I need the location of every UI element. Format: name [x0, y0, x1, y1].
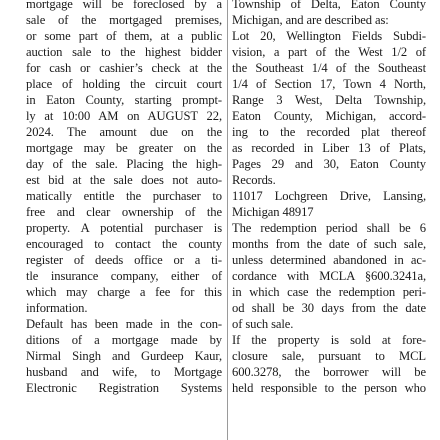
text-line: Pages 29 and 30, Eaton County: [232, 157, 426, 171]
left-column: [26, 0, 222, 396]
text-line: husband and wife, to Mortgage: [26, 365, 222, 379]
text-line: vision, a part of the West 1/2 of: [232, 45, 426, 59]
text-line: Electronic Registration Systems: [26, 381, 222, 395]
text-line: If the property is sold at fore-: [232, 333, 426, 347]
text-line: free and clear ownership of the: [26, 205, 222, 219]
text-line: 2024. The amount due on the: [26, 125, 222, 139]
text-line: which may charge a fee for this: [26, 285, 222, 299]
text-line: Lot 20, Wellington Fields Subdi-: [232, 29, 426, 43]
text-line: tle insurance company, either of: [26, 269, 222, 283]
text-line: ing to the recorded plat thereof: [232, 125, 426, 139]
text-line: for cash or cashier’s check at the: [26, 61, 222, 75]
text-line: unless determined abandoned in ac-: [232, 253, 426, 267]
column-divider: [227, 0, 228, 440]
text-line: Nirmal Singh and Gurdeep Kaur,: [26, 349, 222, 363]
text-line: od shall be 30 days from the date: [232, 301, 426, 315]
text-line: est bid at the sale does not auto-: [26, 173, 222, 187]
text-line: Eaton County, Michigan, accord-: [232, 109, 426, 123]
text-line: Michigan, and are described as:: [232, 13, 389, 27]
text-line: of such sale.: [232, 317, 294, 331]
text-line: encouraged to contact the county: [26, 237, 222, 251]
text-line: Records.: [232, 173, 276, 187]
text-line: register of deeds office or a ti-: [26, 253, 222, 267]
text-line: The redemption period shall be 6: [232, 221, 426, 235]
text-line: information.: [26, 301, 88, 315]
text-line: cordance with MCLA §600.3241a,: [232, 269, 426, 283]
text-line: property. A potential purchaser is: [26, 221, 222, 235]
text-line: held responsible to the person who: [232, 381, 426, 395]
text-line: Michigan 48917: [232, 205, 314, 219]
text-line: closure sale, pursuant to MCL: [232, 349, 426, 363]
text-line: Range 3 West, Delta Township,: [232, 93, 426, 107]
text-line: 11017 Lochgreen Drive, Lansing,: [232, 189, 426, 203]
text-line: in which case the redemption peri-: [232, 285, 426, 299]
text-line: 1/4 of Section 17, Town 4 North,: [232, 77, 426, 91]
text-line: or some part of them, at a public: [26, 29, 222, 43]
text-line: ditions of a mortgage made by: [26, 333, 222, 347]
text-line: 600.3278, the borrower will be: [232, 365, 426, 379]
text-line: day of the sale. Placing the high-: [26, 157, 222, 171]
text-line: mortgage will be foreclosed by a: [26, 0, 222, 11]
text-line: in Eaton County, starting prompt-: [26, 93, 222, 107]
text-line: place of holding the circuit court: [26, 77, 222, 91]
text-line: mortgage may be greater on the: [26, 141, 222, 155]
text-line: sale of the mortgaged premises,: [26, 13, 222, 27]
text-line: matically entitle the purchaser to: [26, 189, 222, 203]
text-line: Default has been made in the con-: [26, 317, 222, 331]
text-line: months from the date of such sale,: [232, 237, 426, 251]
text-line: the Southeast 1/4 of the Southeast: [232, 61, 426, 75]
text-line: as recorded in Liber 13 of Plats,: [232, 141, 426, 155]
text-line: auction sale to the highest bidder: [26, 45, 222, 59]
text-line: Township of Delta, Eaton County: [232, 0, 426, 11]
right-column: [232, 0, 426, 396]
text-line: ly at 10:00 AM on AUGUST 22,: [26, 109, 222, 123]
